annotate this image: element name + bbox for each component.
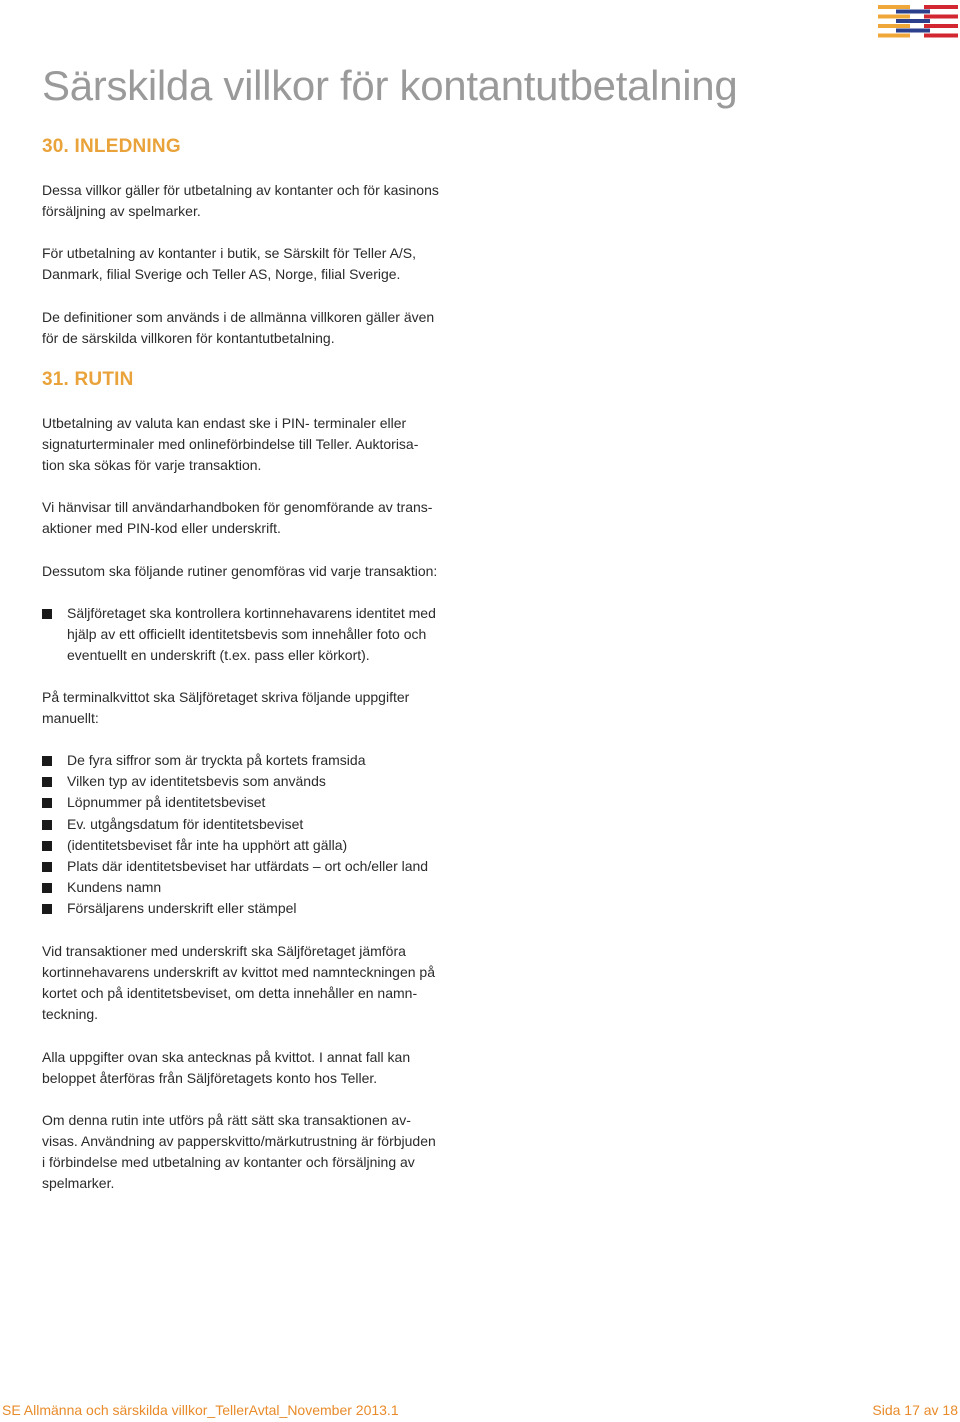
section-heading-31: 31. RUTIN [42, 369, 134, 390]
bullet-square-icon [42, 609, 52, 619]
footer-document-name: SE Allmänna och särskilda villkor_TellerAvtal_November 2013.1 [2, 1402, 399, 1418]
paragraph: Alla uppgifter ovan ska antecknas på kvittot. I annat fall kan beloppet återföras från Säljföretagets konto hos Teller. [42, 1049, 411, 1086]
paragraph: Om denna rutin inte utförs på rätt sätt ska transaktionen av- visas. Användning av papperskvitto/märkutrustning är förbjuden i förbindelse med utbetalning av kontanter och försäljning av spelmarker. [42, 1112, 436, 1191]
list-item: De fyra siffror som är tryckta på kortets framsida [42, 750, 428, 771]
list-item: (identitetsbeviset får inte ha upphört att gälla) [42, 835, 428, 856]
paragraph: För utbetalning av kontanter i butik, se Särskilt för Teller A/S, Danmark, filial Sverige och Teller AS, Norge, filial Sverige. [42, 245, 417, 282]
paragraph: Dessutom ska följande rutiner genomföras vid varje transaktion: [42, 563, 438, 579]
bullet-square-icon [42, 862, 52, 872]
bullet-list-identity-check [42, 603, 436, 667]
paragraph: Vid transaktioner med underskrift ska Säljföretaget jämföra kortinnehavarens underskrift av kvittot med namnteckningen på kortet och på identitetsbeviset, om detta innehåller en namn- teckning. [42, 943, 435, 1022]
paragraph: De definitioner som används i de allmänna villkoren gäller även för de särskilda villkoren för kontantutbetalning. [42, 309, 435, 346]
page-title: Särskilda villkor för kontantutbetalning [42, 62, 738, 109]
bullet-square-icon [42, 841, 52, 851]
footer-page-number: Sida 17 av 18 [872, 1402, 958, 1418]
list-item: Plats där identitetsbeviset har utfärdats – ort och/eller land [42, 856, 428, 877]
bullet-list-receipt-fields [42, 750, 428, 920]
bullet-square-icon [42, 756, 52, 766]
list-item: Löpnummer på identitetsbeviset [42, 792, 428, 813]
list-item: Vilken typ av identitetsbevis som används [42, 771, 428, 792]
logo-middle-stripes [896, 10, 930, 33]
bullet-square-icon [42, 883, 52, 893]
bullet-square-icon [42, 820, 52, 830]
paragraph: Vi hänvisar till användarhandboken för genomförande av trans- aktioner med PIN-kod eller underskrift. [42, 499, 433, 536]
list-item: Kundens namn [42, 877, 428, 898]
bullet-square-icon [42, 777, 52, 787]
bullet-square-icon [42, 798, 52, 808]
list-item: Försäljarens underskrift eller stämpel [42, 898, 428, 919]
paragraph: Utbetalning av valuta kan endast ske i PIN- terminaler eller signaturterminaler med onlineförbindelse till Teller. Auktorisa- tion ska sökas för varje transaktion. [42, 415, 419, 473]
bullet-square-icon [42, 904, 52, 914]
section-heading-30: 30. INLEDNING [42, 136, 181, 157]
teller-logo [878, 5, 958, 38]
paragraph: På terminalkvittot ska Säljföretaget skriva följande uppgifter manuellt: [42, 689, 410, 726]
list-item: Ev. utgångsdatum för identitetsbeviset [42, 814, 428, 835]
list-item: Säljföretaget ska kontrollera kortinnehavarens identitet med hjälp av ett officiellt identitetsbevis som innehåller foto och eventuellt en underskrift (t.ex. pass eller körkort). [42, 603, 436, 667]
paragraph: Dessa villkor gäller för utbetalning av kontanter och för kasinons försäljning av spelmarker. [42, 182, 439, 219]
page-footer [2, 1402, 958, 1422]
